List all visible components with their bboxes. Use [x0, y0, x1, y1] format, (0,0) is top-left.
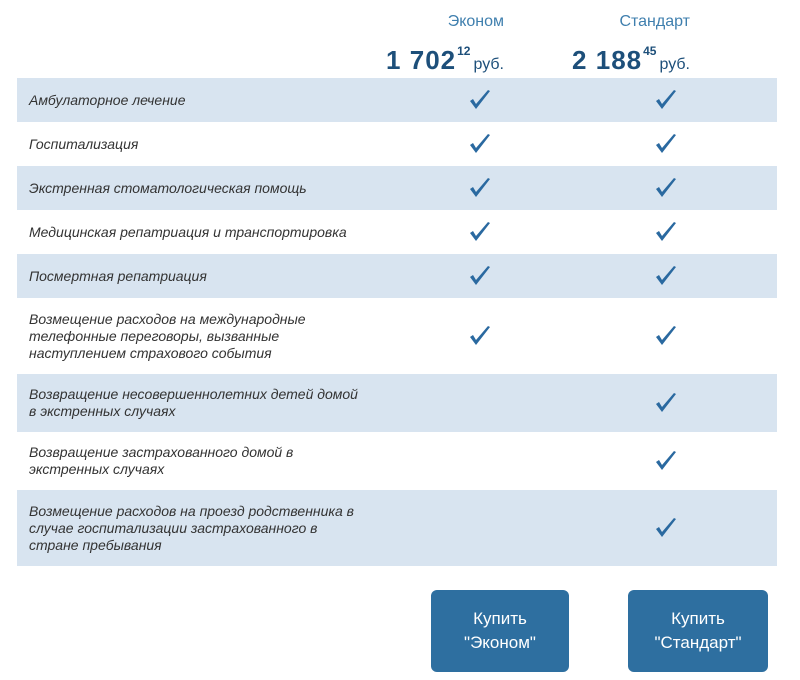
- checkmark-icon: [651, 517, 681, 539]
- plan-name: Эконом: [447, 13, 504, 30]
- checkmark-icon: [465, 325, 495, 347]
- table-row: [17, 298, 777, 374]
- button-line: "Эконом": [464, 633, 536, 652]
- feature-label: Амбулаторное лечение: [29, 91, 186, 108]
- price-kopecks: 45: [643, 44, 657, 58]
- button-line: Купить: [671, 609, 725, 628]
- plan-header-econom: [372, 12, 504, 79]
- checkmark-icon: [465, 177, 495, 199]
- checkmark-icon: [465, 89, 495, 111]
- price-currency: руб.: [473, 56, 504, 73]
- table-row: [17, 374, 777, 432]
- checkmark-icon: [651, 133, 681, 155]
- table-row: [17, 254, 777, 298]
- checkmark-icon: [651, 221, 681, 243]
- table-row: [17, 210, 777, 254]
- checkmark-icon: [465, 265, 495, 287]
- feature-label: Возвращение застрахованного домой в экстренных случаях: [29, 444, 294, 477]
- button-line: Купить: [473, 609, 527, 628]
- checkmark-icon: [465, 133, 495, 155]
- feature-label: Экстренная стоматологическая помощь: [29, 179, 307, 196]
- feature-label: Медицинская репатриация и транспортировка: [29, 223, 347, 240]
- table-row: [17, 490, 777, 566]
- checkmark-icon: [651, 89, 681, 111]
- price-kopecks: 12: [457, 44, 471, 58]
- price-main: 1 702: [386, 45, 457, 75]
- plan-price: [372, 37, 504, 79]
- price-main: 2 188: [572, 45, 643, 75]
- buy-standard-button[interactable]: [628, 590, 768, 672]
- table-row: [17, 432, 777, 490]
- plan-name: Стандарт: [619, 13, 690, 30]
- checkmark-icon: [651, 325, 681, 347]
- feature-label: Возмещение расходов на проезд родственника в случае госпитализации застрахованного в стране пребывания: [29, 502, 354, 553]
- table-row: [17, 122, 777, 166]
- checkmark-icon: [651, 265, 681, 287]
- checkmark-icon: [651, 450, 681, 472]
- plan-header-standard: [548, 12, 690, 79]
- feature-label: Посмертная репатриация: [29, 267, 207, 284]
- buy-econom-button[interactable]: [431, 590, 569, 672]
- button-line: "Стандарт": [654, 633, 742, 652]
- checkmark-icon: [651, 177, 681, 199]
- checkmark-icon: [465, 221, 495, 243]
- checkmark-icon: [651, 392, 681, 414]
- price-currency: руб.: [659, 56, 690, 73]
- feature-label: Возмещение расходов на международные телефонные переговоры, вызванные наступлением страхового события: [29, 310, 306, 361]
- feature-label: Возвращение несовершеннолетних детей домой в экстренных случаях: [29, 386, 358, 419]
- feature-label: Госпитализация: [29, 135, 139, 152]
- feature-comparison-table: [17, 78, 777, 566]
- table-row: [17, 166, 777, 210]
- plan-price: [548, 37, 690, 79]
- table-row: [17, 78, 777, 122]
